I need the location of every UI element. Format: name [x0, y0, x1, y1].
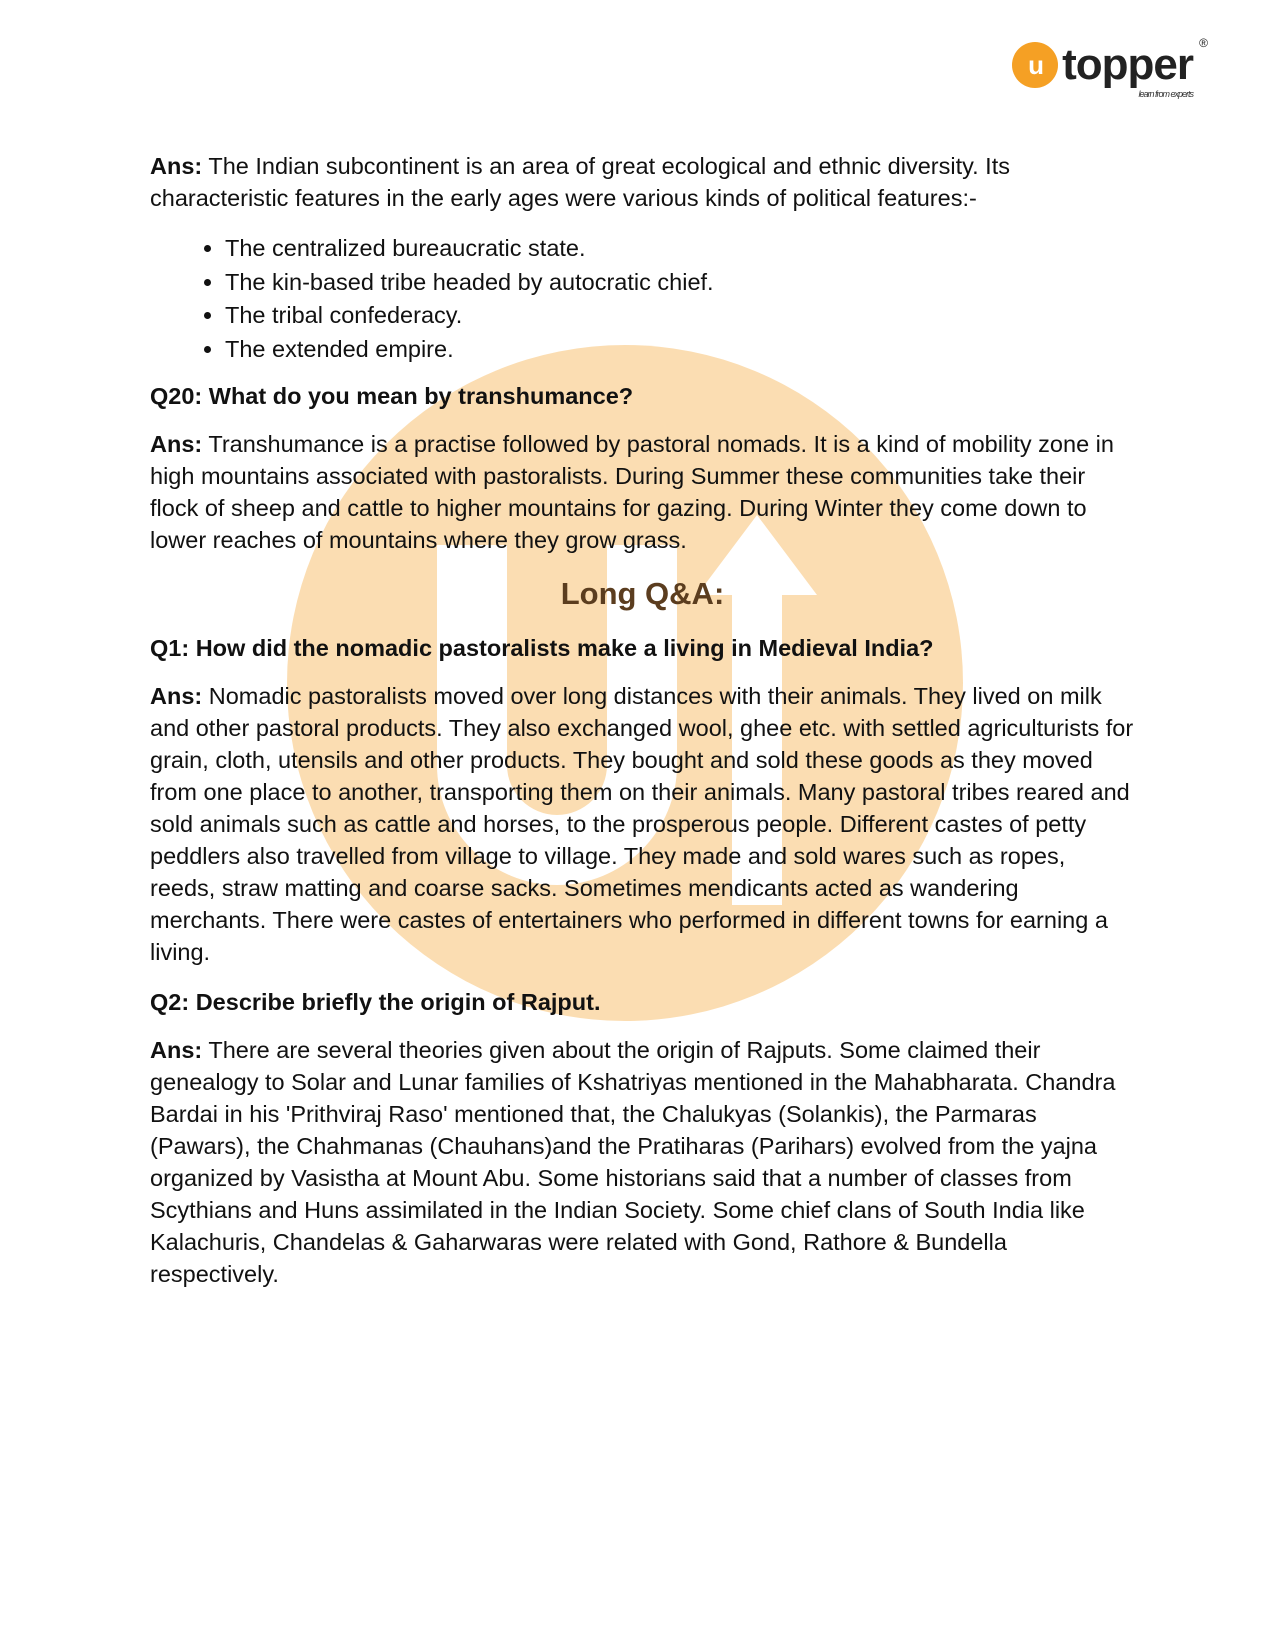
- question-q1: Q1: How did the nomadic pastoralists make a living in Medieval India?: [150, 635, 934, 661]
- answer-q1: [150, 680, 1135, 968]
- logo-tagline: learn from experts: [1138, 89, 1193, 99]
- intro-answer: [150, 150, 1135, 214]
- topper-logo: [1012, 36, 1207, 99]
- list-item: • The centralized bureaucratic state.: [225, 232, 1135, 266]
- question-q2: Q2: Describe briefly the origin of Rajput.: [150, 989, 601, 1015]
- section-title: Long Q&A:: [560, 576, 725, 611]
- answer-q20: [150, 428, 1135, 556]
- answer-q2-text: There are several theories given about the origin of Rajputs. Some claimed their genealogy to Solar and Lunar families of Kshatriyas mentioned in the Mahabharata. Chandra Bardai in his 'Prithviraj Raso' mentioned that, the Chalukyas (Solankis), the Parmaras (Pawars), the Chahmanas (Chauhans)and the Pratiharas (Parihars) evolved from the yajna organized by Vasistha at Mount Abu. Some historians said that a number of classes from Scythians and Huns assimilated in the Indian Society. Some chief clans of South India like Kalachuris, Chandelas & Gaharwaras were related with Gond, Rathore & Bundella respectively.: [150, 1037, 1116, 1287]
- ans-label: Ans:: [150, 1037, 203, 1063]
- logo-mark-icon: u: [1012, 42, 1058, 88]
- answer-q1-text: Nomadic pastoralists moved over long distances with their animals. They lived on milk and other pastoral products. They also exchanged wool, ghee etc. with settled agriculturists for grain, cloth, utensils and other products. They bought and sold these goods as they moved from one place to another, transporting them on their animals. Many pastoral tribes reared and sold animals such as cattle and horses, to the prosperous people. Different castes of petty peddlers also travelled from village to village. They made and sold wares such as ropes, reeds, straw matting and coarse sacks. Sometimes mendicants acted as wandering merchants. There were castes of entertainers who performed in different towns for earning a living.: [150, 683, 1134, 965]
- political-features-list: [150, 232, 1135, 366]
- ans-label: Ans:: [150, 431, 203, 457]
- list-item: • The extended empire.: [225, 333, 1135, 367]
- ans-label: Ans:: [150, 683, 203, 709]
- question-q20: Q20: What do you mean by transhumance?: [150, 383, 634, 409]
- ans-label: Ans:: [150, 153, 203, 179]
- answer-q20-text: Transhumance is a practise followed by pastoral nomads. It is a kind of mobility zone in high mountains associated with pastoralists. During Summer these communities take their flock of sheep and cattle to higher mountains for gazing. During Winter they come down to lower reaches of mountains where they grow grass.: [150, 431, 1114, 553]
- intro-answer-text: The Indian subcontinent is an area of great ecological and ethnic diversity. Its characteristic features in the early ages were various kinds of political features:-: [150, 153, 1010, 211]
- answer-q2: [150, 1034, 1135, 1290]
- logo-registered: ®: [1199, 36, 1207, 50]
- list-item: • The tribal confederacy.: [225, 299, 1135, 333]
- logo-wordmark: [1062, 36, 1207, 99]
- document-content: [150, 150, 1135, 1308]
- list-item: • The kin-based tribe headed by autocratic chief.: [225, 266, 1135, 300]
- logo-word-text: topper: [1062, 40, 1193, 89]
